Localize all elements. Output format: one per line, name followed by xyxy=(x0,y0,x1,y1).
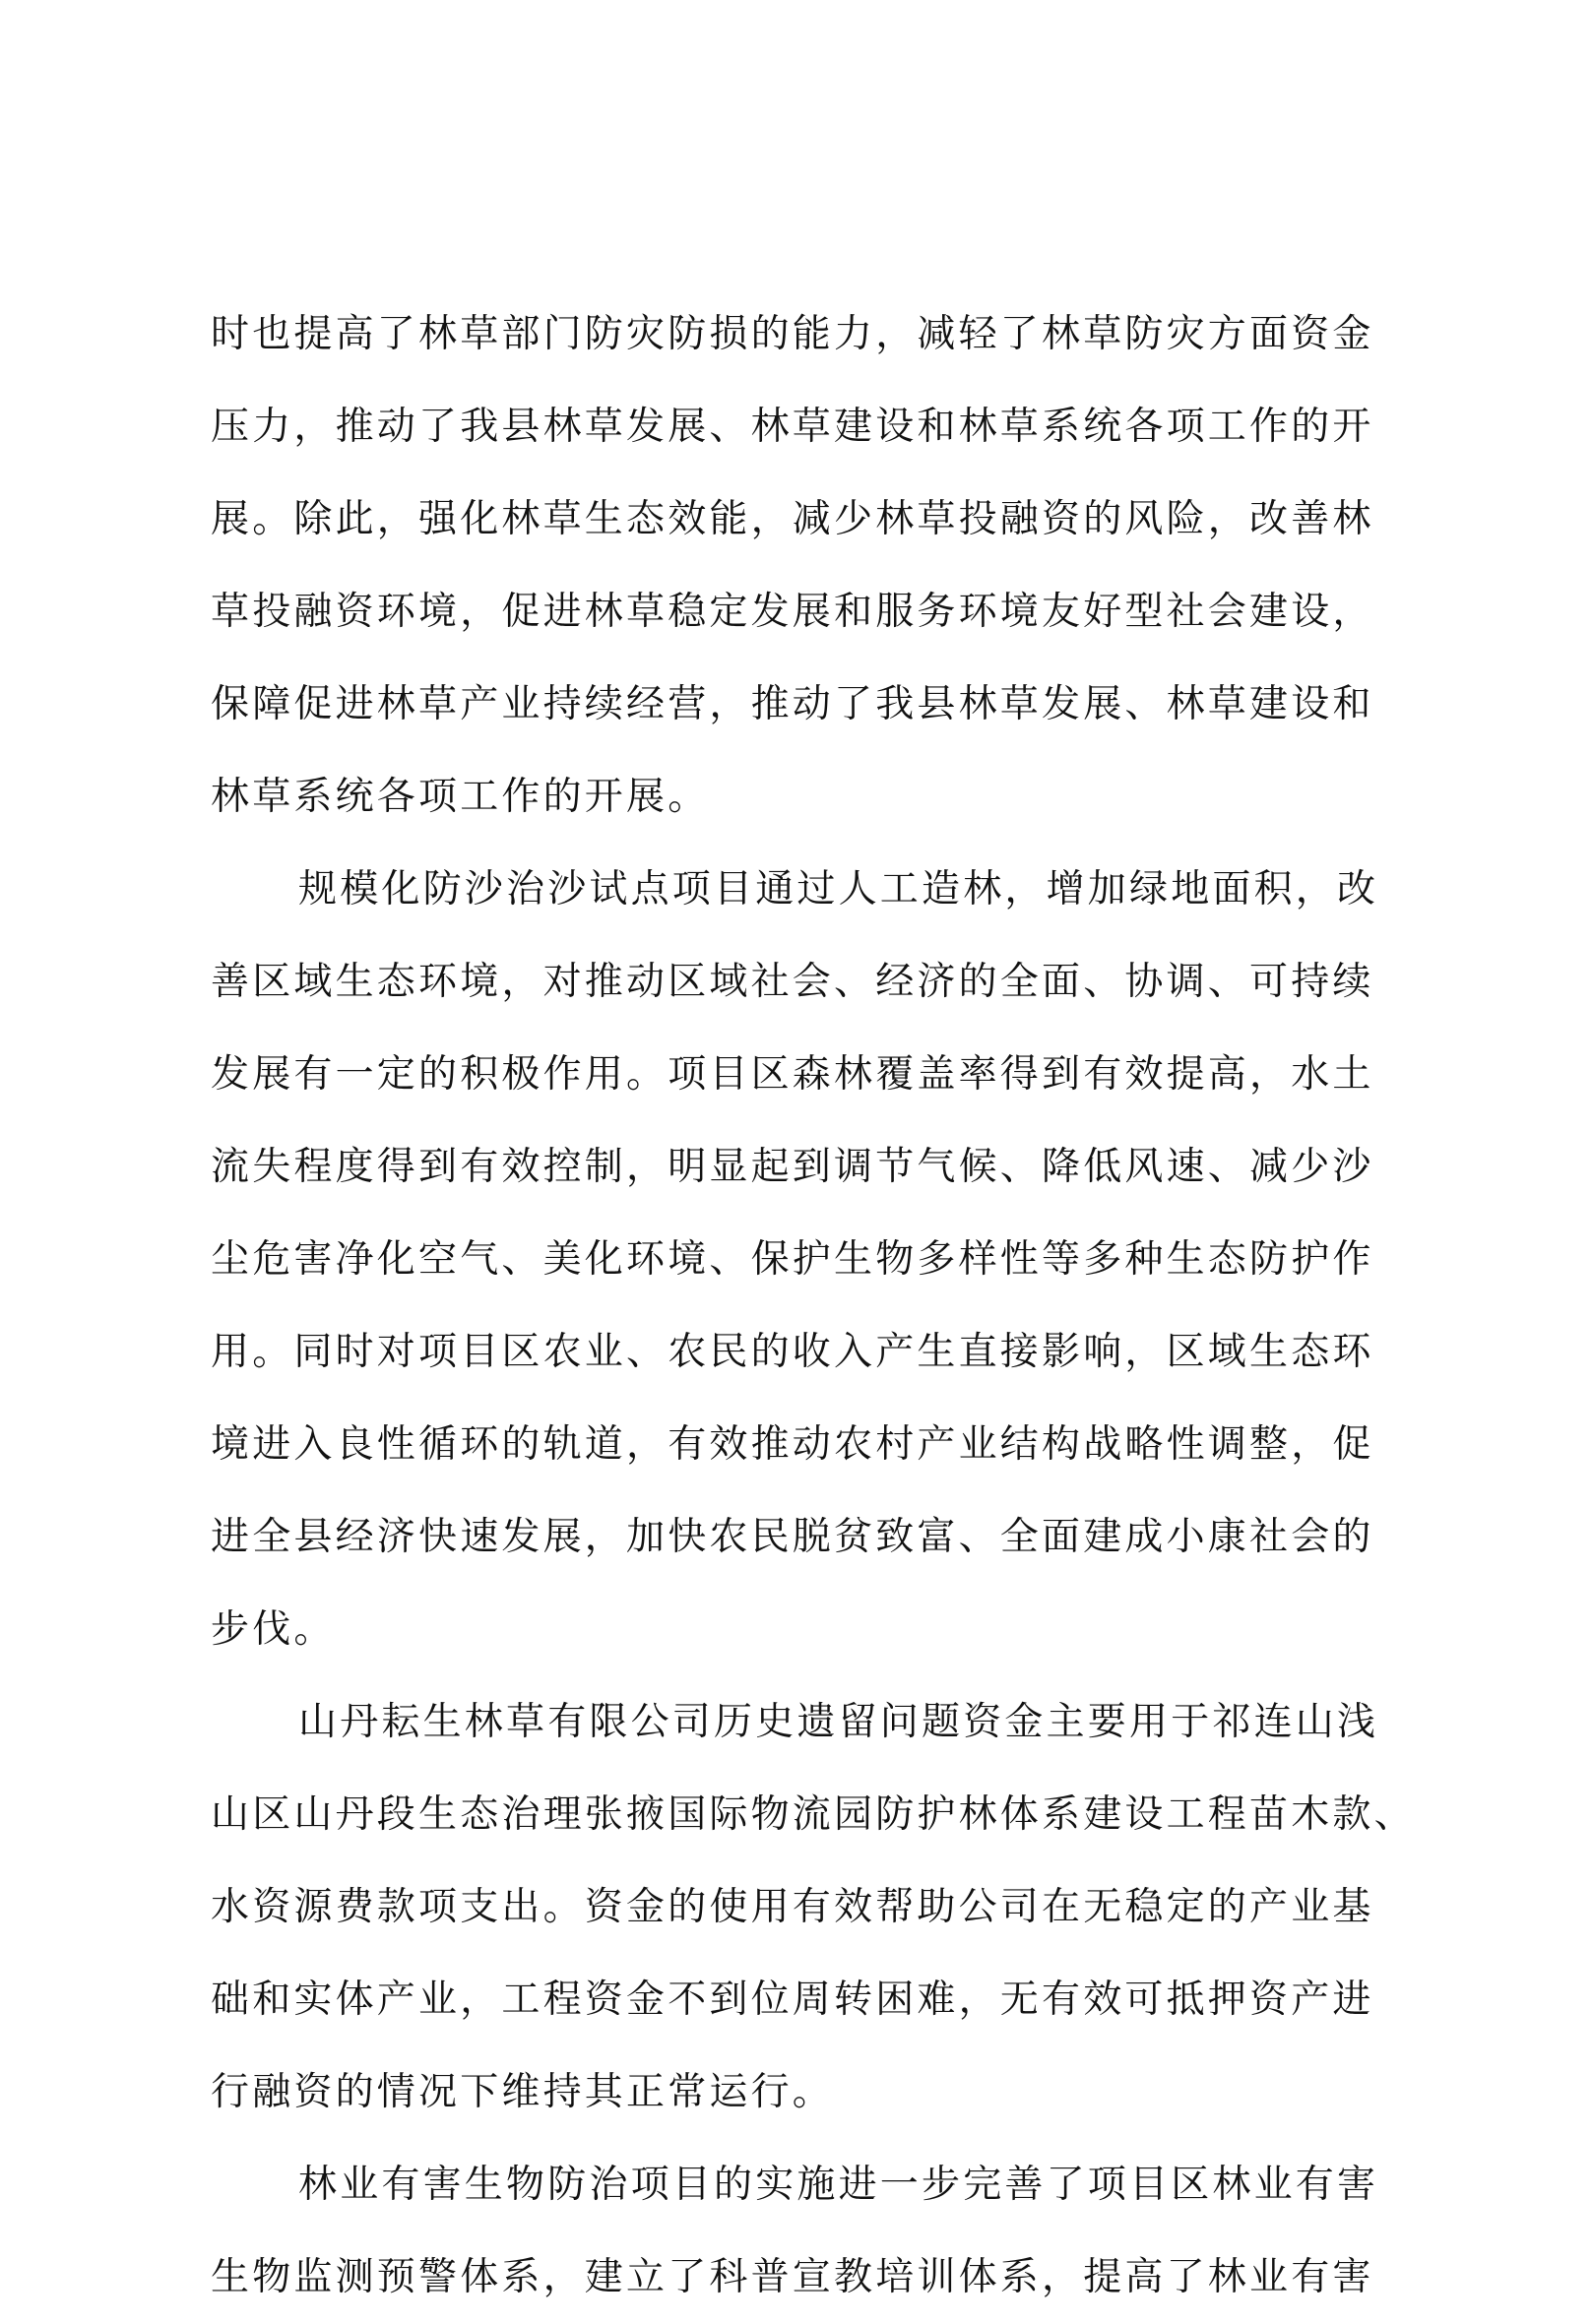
text-line: 时也提高了林草部门防灾防损的能力，减轻了林草防灾方面资金 xyxy=(211,312,1374,356)
text-line: 压力，推动了我县林草发展、林草建设和林草系统各项工作的开 xyxy=(211,405,1374,449)
text-line: 山丹耘生林草有限公司历史遗留问题资金主要用于祁连山浅 xyxy=(298,1700,1379,1744)
text-line: 尘危害净化空气、美化环境、保护生物多样性等多种生态防护作 xyxy=(211,1237,1374,1282)
paragraph-1 xyxy=(211,288,1414,844)
text-line: 保障促进林草产业持续经营，推动了我县林草发展、林草建设和 xyxy=(211,682,1374,726)
text-line: 用。同时对项目区农业、农民的收入产生直接影响，区域生态环 xyxy=(211,1330,1374,1374)
text-line: 林业有害生物防治项目的实施进一步完善了项目区林业有害 xyxy=(298,2163,1379,2207)
text-line: 山区山丹段生态治理张掖国际物流园防护林体系建设工程苗木款、 xyxy=(211,1792,1416,1837)
text-line: 水资源费款项支出。资金的使用有效帮助公司在无稳定的产业基 xyxy=(211,1885,1374,1929)
text-line: 草投融资环境，促进林草稳定发展和服务环境友好型社会建设， xyxy=(211,590,1374,634)
text-line: 善区域生态环境，对推动区域社会、经济的全面、协调、可持续 xyxy=(211,960,1374,1004)
text-line: 境进入良性循环的轨道，有效推动农村产业结构战略性调整，促 xyxy=(211,1422,1374,1467)
text-line: 流失程度得到有效控制，明显起到调节气候、降低风速、减少沙 xyxy=(211,1145,1374,1189)
paragraph-2 xyxy=(211,844,1414,1676)
text-line: 步伐。 xyxy=(211,1607,336,1652)
text-line: 发展有一定的积极作用。项目区森林覆盖率得到有效提高，水土 xyxy=(211,1052,1374,1097)
text-line: 规模化防沙治沙试点项目通过人工造林，增加绿地面积，改 xyxy=(298,867,1379,911)
document-body xyxy=(211,288,1414,2324)
paragraph-3 xyxy=(211,1676,1414,2139)
text-line: 进全县经济快速发展，加快农民脱贫致富、全面建成小康社会的 xyxy=(211,1515,1374,1559)
text-line: 生物监测预警体系，建立了科普宣教培训体系，提高了林业有害 xyxy=(211,2255,1374,2299)
paragraph-4 xyxy=(211,2139,1414,2324)
text-line: 展。除此，强化林草生态效能，减少林草投融资的风险，改善林 xyxy=(211,497,1374,541)
text-line: 林草系统各项工作的开展。 xyxy=(211,775,710,819)
text-line: 础和实体产业，工程资金不到位周转困难，无有效可抵押资产进 xyxy=(211,1978,1374,2022)
text-line: 行融资的情况下维持其正常运行。 xyxy=(211,2070,835,2114)
